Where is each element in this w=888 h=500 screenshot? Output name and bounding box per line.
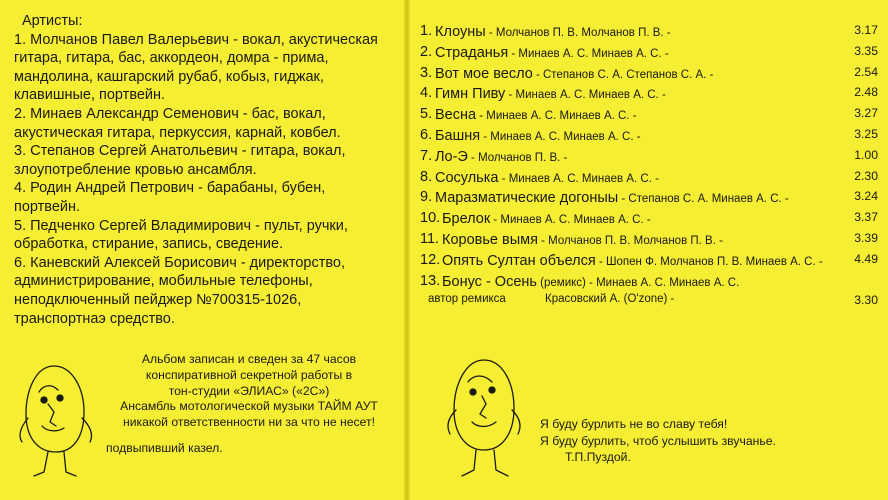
- poem-line: Я буду бурлить, чтоб услышить звучанье.: [540, 433, 776, 448]
- track-number: 9.: [420, 189, 433, 206]
- track-number: 10.: [420, 210, 441, 227]
- track-row: [420, 273, 880, 294]
- artists-line: 2. Минаев Александр Семенович - бас, вокал,: [14, 105, 326, 122]
- poem-block: [540, 416, 776, 466]
- artists-line: злоупотребление кровью ансамбля.: [14, 161, 257, 178]
- track-row: [420, 148, 880, 169]
- page-fold: [404, 0, 410, 500]
- track-authors: (ремикс) - Минаев А. С. Минаев А. С.: [536, 276, 740, 289]
- note-line: тон-студии «ЭЛИАС» («2С»): [168, 383, 330, 398]
- track-number: 3.: [420, 64, 433, 81]
- track-row: [420, 210, 880, 231]
- track-number: 7.: [420, 147, 433, 164]
- track-row: [420, 169, 880, 190]
- track-authors: - Молчанов П. В. -: [467, 151, 568, 164]
- track-title: Вот мое весло: [435, 65, 533, 82]
- track-authors: - Минаев А. С. Минаев А. С. -: [490, 214, 651, 227]
- remix-credit-row: [420, 293, 880, 313]
- track-number: 4.: [420, 85, 433, 102]
- track-duration: 4.49: [854, 251, 878, 266]
- track-duration: 3.17: [854, 23, 878, 37]
- artists-block: [14, 12, 399, 328]
- track-title: Башня: [435, 127, 481, 144]
- track-title: Коровье вымя: [442, 231, 538, 248]
- album-note: [104, 352, 394, 457]
- track-row: [420, 85, 880, 106]
- egg-creature-icon: [14, 362, 100, 482]
- track-number: 5.: [420, 106, 433, 123]
- note-line: Ансамбль мотологической музыки ТАЙМ АУТ: [120, 399, 378, 414]
- artists-heading: Артисты:: [22, 13, 83, 29]
- artists-line: портвейн.: [14, 198, 81, 215]
- track-title: Сосулька: [435, 169, 499, 186]
- track-duration: 2.30: [854, 168, 878, 183]
- artists-line: мандолина, кашгарский рубаб, кобыз, гиджак,: [14, 68, 324, 85]
- track-title: Страданья: [435, 44, 509, 61]
- track-number: 13.: [420, 272, 441, 289]
- artists-line: неподключенный пейджер №700315-1026,: [14, 291, 302, 308]
- track-title: Бонус - Осень: [442, 273, 537, 290]
- track-duration: 3.27: [854, 106, 878, 121]
- track-title: Гимн Пиву: [435, 86, 506, 103]
- track-authors: - Минаев А. С. Минаев А. С. -: [505, 89, 666, 102]
- artists-line: акустическая гитара, перкуссия, карнай, ковбел.: [14, 124, 341, 141]
- track-row: [420, 23, 880, 44]
- note-signature: подвыпивший казел.: [106, 440, 223, 455]
- remix-author: Красовский А. (O'zone) -: [545, 293, 675, 306]
- track-row: [420, 189, 880, 210]
- track-duration: 3.30: [854, 293, 878, 308]
- artists-line: администрирование, мобильные телефоны,: [14, 273, 313, 290]
- artists-line: 6. Каневский Алексей Борисович - директорство,: [14, 254, 346, 271]
- track-duration: 2.48: [854, 85, 878, 100]
- track-row: [420, 252, 880, 273]
- track-authors: - Степанов С. А. Минаев А. С. -: [618, 193, 789, 206]
- track-number: 8.: [420, 168, 433, 185]
- poem-signature: Т.П.Пуздой.: [565, 450, 631, 464]
- note-line: никакой ответственности ни за что не несет!: [123, 415, 375, 430]
- track-title: Ло-Э: [435, 148, 468, 165]
- track-duration: 3.37: [854, 210, 878, 225]
- track-row: [420, 44, 880, 65]
- artists-line: гитара, гитара, бас, аккордеон, домра - прима,: [14, 50, 329, 67]
- track-duration: 3.24: [854, 189, 878, 204]
- track-title: Весна: [435, 107, 477, 124]
- track-duration: 1.00: [854, 147, 878, 162]
- artists-line: транспортнаэ средство.: [14, 310, 175, 327]
- track-authors: - Минаев А. С. Минаев А. С. -: [508, 47, 669, 60]
- track-authors: - Степанов С. А. Степанов С. А. -: [532, 68, 714, 81]
- track-number: 11.: [420, 230, 440, 247]
- track-number: 2.: [420, 43, 433, 60]
- track-number: 6.: [420, 126, 433, 143]
- egg-creature-icon: [440, 356, 528, 482]
- artists-line: 1. Молчанов Павел Валерьевич - вокал, акустическая: [14, 31, 378, 48]
- note-line: конспиративной секретной работы в: [145, 367, 353, 382]
- track-title: Маразматические догоныы: [435, 190, 619, 207]
- track-authors: - Минаев А. С. Минаев А. С. -: [480, 130, 641, 143]
- track-title: Опять Султан объелся: [442, 252, 596, 269]
- track-row: [420, 127, 880, 148]
- track-authors: - Минаев А. С. Минаев А. С. -: [498, 172, 659, 185]
- poem-line: Я буду бурлить не во славу тебя!: [540, 417, 728, 431]
- remix-label: автор ремикса: [428, 293, 506, 306]
- track-duration: 3.35: [854, 43, 878, 58]
- track-row: [420, 231, 880, 252]
- note-line: Альбом записан и сведен за 47 часов: [141, 352, 357, 366]
- artists-line: обработка, стирание, запись, сведение.: [14, 236, 284, 253]
- tracklist: [420, 23, 880, 313]
- artists-line: 4. Родин Андрей Петрович - барабаны, бубен,: [14, 180, 326, 197]
- track-authors: - Молчанов П. В. Молчанов П. В. -: [485, 27, 671, 39]
- track-authors: - Шопен Ф. Молчанов П. В. Минаев А. С. -: [595, 255, 823, 268]
- track-title: Брелок: [442, 211, 491, 228]
- track-number: 1.: [420, 23, 433, 39]
- track-row: [420, 65, 880, 86]
- track-authors: - Молчанов П. В. Молчанов П. В. -: [537, 234, 723, 247]
- track-duration: 3.39: [854, 230, 878, 245]
- artists-line: 5. Педченко Сергей Владимирович - пульт, ручки,: [14, 217, 348, 234]
- track-authors: - Минаев А. С. Минаев А. С. -: [476, 110, 637, 123]
- track-duration: 3.25: [854, 126, 878, 141]
- artists-line: клавишные, портвейн.: [14, 87, 166, 104]
- track-number: 12.: [420, 251, 441, 268]
- track-title: Клоуны: [435, 24, 486, 40]
- track-duration: 2.54: [854, 64, 878, 79]
- track-row: [420, 106, 880, 127]
- artists-line: 3. Степанов Сергей Анатольевич - гитара, вокал,: [14, 143, 346, 160]
